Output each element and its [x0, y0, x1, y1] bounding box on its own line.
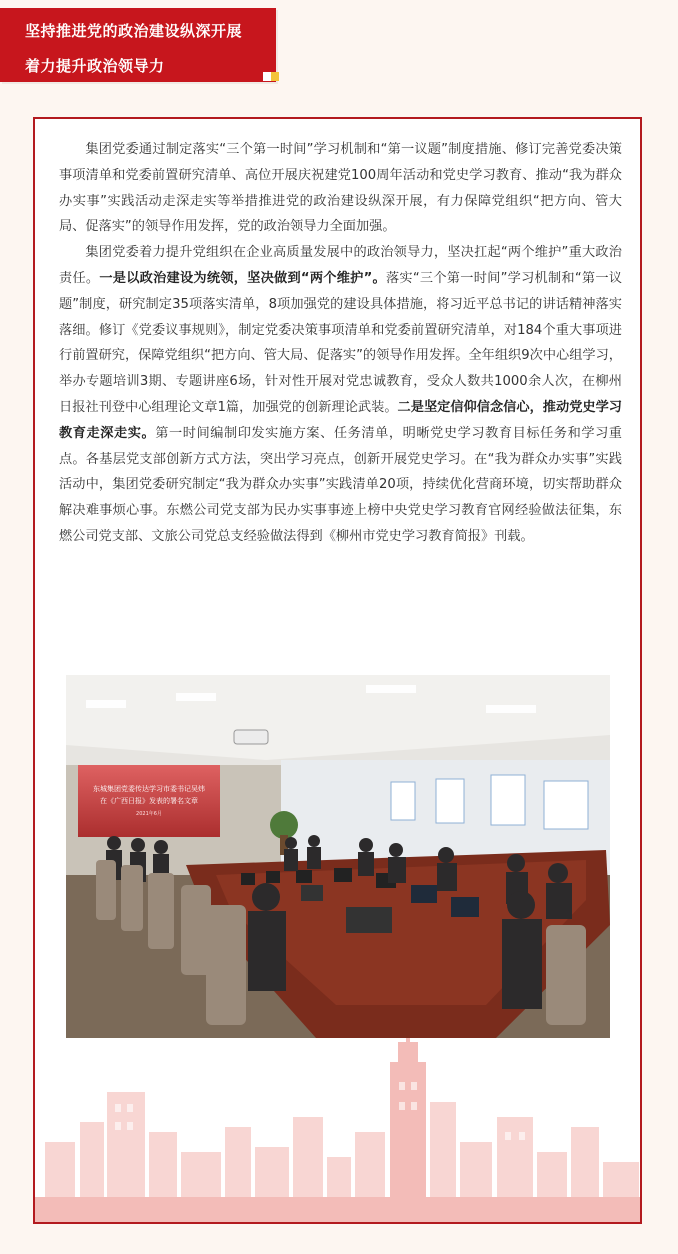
article-frame	[33, 117, 642, 1224]
screen-text-line2: 在《广西日报》发表的署名文章	[100, 797, 198, 805]
paragraph-1: 集团党委通过制定落实“三个第一时间”学习机制和“第一议题”制度措施、修订完善党委决策事项清单和党委前置研究清单、高位开展庆祝建党100周年活动和党史学习教育、推动“我为群众办实事”实践活动走深走实等举措推进党的政治建设纵深开展，有力保障党组织“把方向、管大局、促落实”的领导作用发挥，党的政治领导力全面加强。	[59, 142, 622, 235]
section-title-line2: 着力提升政治领导力	[25, 57, 165, 75]
screen-text-line1: 东城集团党委传达学习市委书记吴炜	[93, 785, 205, 793]
article-body	[59, 137, 622, 550]
highlight-point-2: 二是坚定信仰信念信心，推动党史学习教育走深走实。	[59, 399, 622, 441]
highlight-point-1: 一是以政治建设为统领，坚决做到“两个维护”。	[99, 270, 386, 286]
section-title-banner	[0, 8, 276, 82]
paragraph-2: 集团党委着力提升党组织在企业高质量发展中的政治领导力，坚决扛起“两个维护”重大政治责任。一是以政治建设为统领，坚决做到“两个维护”。落实“三个第一时间”学习机制和“第一议题”制度，研究制定35项落实清单，8项加强党的建设具体措施，将习近平总书记的讲话精神落实落细。修订《党委议事规则》，制定党委决策事项清单和党委前置研究清单，对184个重大事项进行前置研究，保障党组织“把方向、管大局、促落实”的领导作用发挥。全年组织9次中心组学习，举办专题培训3期、专题讲座6场，针对性开展对党忠诚教育，受众人数共1000余人次，在柳州日报社刊登中心组理论文章1篇，加强党的创新理论武装。二是坚定信仰信念信心，推动党史学习教育走深走实。第一时间编制印发实施方案、任务清单，明晰党史学习教育目标任务和学习重点。各基层党支部创新方式方法，突出学习亮点，创新开展党史学习。在“我为群众办实事”实践活动中，集团党委研究制定“我为群众办实事”实践清单20项，持续优化营商环境，切实帮助群众解决难事烦心事。东燃公司党支部为民办实事事迹上榜中央党史学习教育官网经验做法征集，东燃公司党支部、文旅公司党总支经验做法得到《柳州市党史学习教育简报》刊载。	[59, 245, 623, 544]
meeting-photo	[66, 675, 610, 1038]
section-title-line1: 坚持推进党的政治建设纵深开展	[25, 22, 243, 40]
screen-text-date: 2021年6月	[136, 811, 162, 817]
banner-accent-square-yellow	[271, 72, 279, 81]
city-skyline-decoration	[35, 1022, 640, 1222]
